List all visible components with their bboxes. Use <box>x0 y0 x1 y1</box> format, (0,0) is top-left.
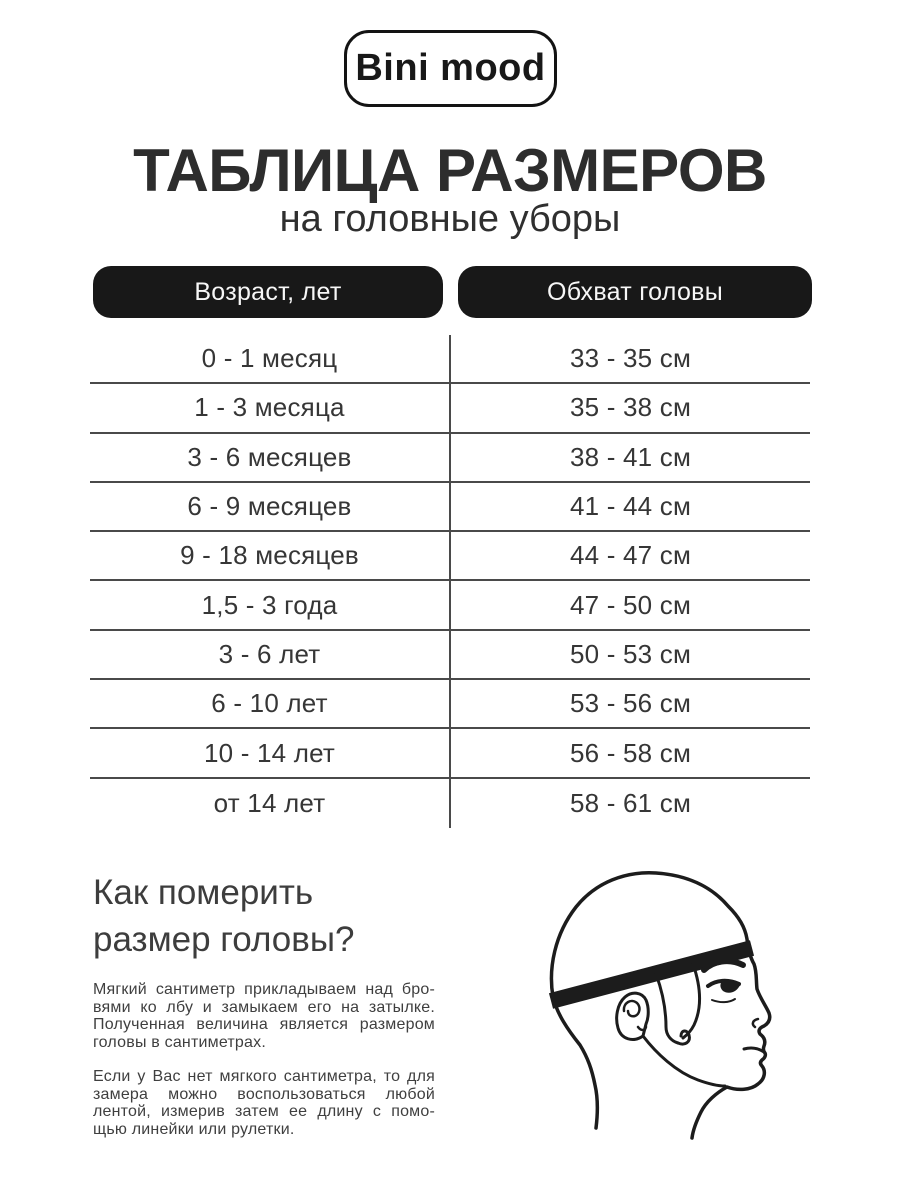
brand-logo-text: Bini mood <box>355 47 546 89</box>
head-cell: 35 - 38 см <box>451 384 810 433</box>
age-cell: 6 - 9 месяцев <box>90 483 451 532</box>
head-cell: 47 - 50 см <box>451 581 810 630</box>
how-to-paragraph-2 <box>93 1068 435 1138</box>
age-cell: 10 - 14 лет <box>90 729 451 778</box>
paragraph-line: Мягкий сантиметр прикладываем над бро- <box>93 981 435 998</box>
column-header-head-circumference <box>458 266 812 318</box>
how-to-paragraph-1 <box>93 981 435 1051</box>
ear-inner <box>624 1001 640 1016</box>
brand-logo <box>344 30 557 107</box>
age-cell: 1 - 3 месяца <box>90 384 451 433</box>
head-cell: 33 - 35 см <box>451 335 810 384</box>
hair-lock-front <box>683 964 700 1038</box>
hair-lock-back <box>656 974 678 1043</box>
age-cell: от 14 лет <box>90 779 451 828</box>
paragraph-line: щью линейки или рулетки. <box>93 1120 295 1138</box>
mouth-line <box>744 1048 764 1052</box>
head-cell: 56 - 58 см <box>451 729 810 778</box>
measuring-band <box>551 948 752 1001</box>
column-header-head-label: Обхват головы <box>546 277 724 306</box>
page-subtitle: на головные уборы <box>279 198 621 240</box>
eyebrow <box>704 961 743 970</box>
size-table <box>90 335 810 828</box>
nostril <box>753 1019 758 1027</box>
head-cell: 50 - 53 см <box>451 631 810 680</box>
head-outline <box>551 873 769 1138</box>
head-cell: 38 - 41 см <box>451 434 810 483</box>
head-cell: 53 - 56 см <box>451 680 810 729</box>
paragraph-line: головы в сантиметрах. <box>93 1033 266 1051</box>
how-to-measure-heading <box>93 869 355 963</box>
column-header-age-label: Возраст, лет <box>194 277 342 306</box>
age-cell: 3 - 6 лет <box>90 631 451 680</box>
paragraph-line: вями ко лбу и замыкаем его на затылке. <box>93 998 435 1016</box>
page-title: ТАБЛИЦА РАЗМЕРОВ <box>133 137 767 204</box>
head-cell: 44 - 47 см <box>451 532 810 581</box>
head-cell: 41 - 44 см <box>451 483 810 532</box>
age-cell: 9 - 18 месяцев <box>90 532 451 581</box>
head-profile-illustration <box>520 850 880 1200</box>
column-header-age <box>93 266 443 318</box>
age-cell: 1,5 - 3 года <box>90 581 451 630</box>
paragraph-line: лентой, измерив затем ее длину с помо- <box>93 1103 435 1121</box>
age-cell: 6 - 10 лет <box>90 680 451 729</box>
paragraph-line: Если у Вас нет мягкого сантиметра, то для <box>93 1068 435 1085</box>
heading-line: Как померить <box>93 873 314 912</box>
head-cell: 58 - 61 см <box>569 787 692 818</box>
age-cell: 3 - 6 месяцев <box>90 434 451 483</box>
ear-tragus <box>638 1027 646 1030</box>
age-cell: 0 - 1 месяц <box>90 335 451 384</box>
eye-lower-lid <box>712 999 735 1002</box>
paragraph-line: Полученная величина является размером <box>93 1016 435 1034</box>
paragraph-line: замера можно воспользоваться любой <box>93 1085 435 1103</box>
heading-line: размер головы? <box>93 920 355 959</box>
